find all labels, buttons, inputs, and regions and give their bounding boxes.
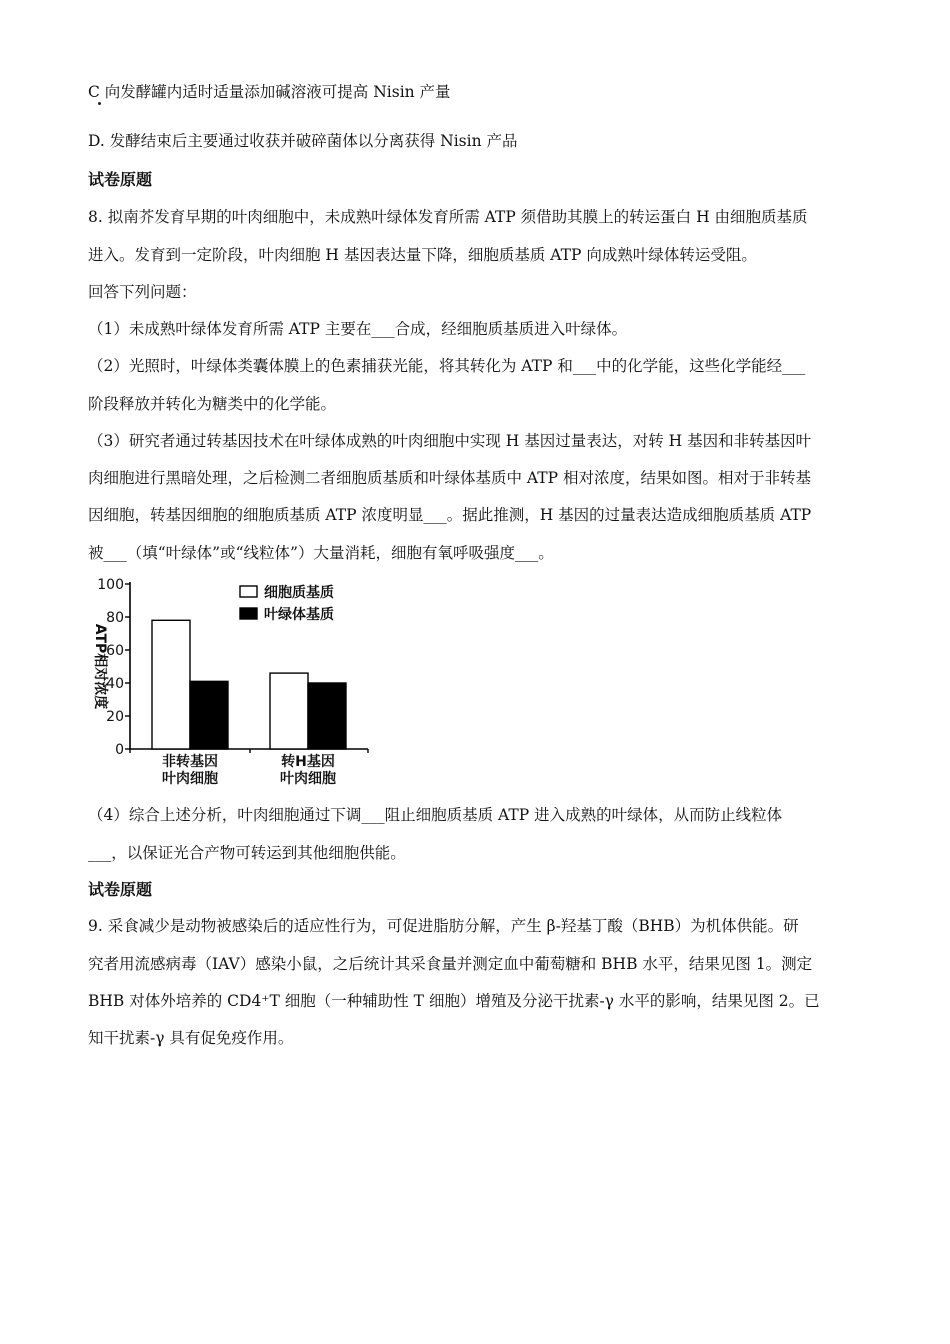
legend-swatch bbox=[240, 608, 257, 619]
section-heading: 试卷原题 bbox=[88, 880, 153, 899]
q9-line-4: 知干扰素-γ 具有促免疫作用。 bbox=[88, 1029, 294, 1047]
y-tick-label: 60 bbox=[106, 643, 124, 659]
y-tick-label: 100 bbox=[97, 577, 124, 593]
y-tick-label: 80 bbox=[106, 610, 124, 626]
y-tick-label: 40 bbox=[106, 676, 124, 692]
bar bbox=[308, 683, 346, 749]
q8-part-3-line-1: （3）研究者通过转基因技术在叶绿体成熟的叶肉细胞中实现 H 基因过量表达，对转 H 基因和非转基因叶 bbox=[88, 432, 812, 450]
x-category-label: 转H基因 bbox=[281, 754, 335, 770]
q8-part-4-line-1: （4）综合上述分析，叶肉细胞通过下调___阻止细胞质基质 ATP 进入成熟的叶绿体，从而防止线粒体 bbox=[88, 806, 783, 824]
q8-part-2-line-2: 阶段释放并转化为糖类中的化学能。 bbox=[88, 395, 337, 413]
q8-part-3-line-3: 因细胞，转基因细胞的细胞质基质 ATP 浓度明显___。据此推测，H 基因的过量表达造成细胞质基质 ATP bbox=[88, 506, 812, 524]
q9-line-2: 究者用流感病毒（IAV）感染小鼠，之后统计其采食量并测定血中葡萄糖和 BHB 水平，结果见图 1。测定 bbox=[88, 955, 813, 973]
q9-line-1: 9. 采食减少是动物被感染后的适应性行为，可促进脂肪分解，产生 β-羟基丁酸（BHB）为机体供能。研 bbox=[88, 917, 799, 935]
q8-stem-line-1: 8. 拟南芥发育早期的叶肉细胞中，未成熟叶绿体发育所需 ATP 须借助其膜上的转运蛋白 H 由细胞质基质 bbox=[88, 208, 808, 226]
bullet-dot bbox=[98, 102, 101, 105]
bar bbox=[152, 620, 190, 749]
q8-part-3-line-2: 肉细胞进行黑暗处理，之后检测二者细胞质基质和叶绿体基质中 ATP 相对浓度，结果如图。相对于非转基 bbox=[88, 469, 811, 487]
x-category-label: 非转基因 bbox=[162, 754, 218, 770]
legend-label: 细胞质基质 bbox=[264, 585, 334, 601]
q8-part-1: （1）未成熟叶绿体发育所需 ATP 主要在___合成，经细胞质基质进入叶绿体。 bbox=[88, 320, 628, 338]
q8-part-2-line-1: （2）光照时，叶绿体类囊体膜上的色素捕获光能，将其转化为 ATP 和___中的化学能，这些化学能经___ bbox=[88, 357, 806, 375]
bar bbox=[270, 673, 308, 749]
q7-option-c: C 向发酵罐内适时适量添加碱溶液可提高 Nisin 产量 bbox=[88, 83, 451, 101]
q8-stem-line-2: 进入。发育到一定阶段，叶肉细胞 H 基因表达量下降，细胞质基质 ATP 向成熟叶绿体转运受阻。 bbox=[88, 246, 757, 264]
q7-option-d: D. 发酵结束后主要通过收获并破碎菌体以分离获得 Nisin 产品 bbox=[88, 132, 518, 150]
x-category-label: 叶肉细胞 bbox=[162, 771, 218, 787]
q9-line-3: BHB 对体外培养的 CD4⁺T 细胞（一种辅助性 T 细胞）增殖及分泌干扰素-γ 水平的影响，结果见图 2。已 bbox=[88, 992, 820, 1010]
legend-label: 叶绿体基质 bbox=[264, 607, 334, 623]
y-tick-label: 0 bbox=[115, 742, 124, 758]
bar bbox=[190, 681, 228, 749]
section-heading: 试卷原题 bbox=[88, 170, 153, 189]
x-category-label: 叶肉细胞 bbox=[280, 771, 336, 787]
atp-bar-chart bbox=[84, 572, 384, 792]
legend-swatch bbox=[240, 586, 257, 597]
q8-prompt: 回答下列问题： bbox=[88, 283, 197, 301]
q8-part-4-line-2: ___，以保证光合产物可转运到其他细胞供能。 bbox=[88, 844, 406, 862]
y-axis-label: ATP相对浓度 bbox=[92, 623, 108, 710]
y-tick-label: 20 bbox=[106, 709, 124, 725]
q8-part-3-line-4: 被___（填“叶绿体”或“线粒体”）大量消耗，细胞有氧呼吸强度___。 bbox=[88, 544, 554, 562]
